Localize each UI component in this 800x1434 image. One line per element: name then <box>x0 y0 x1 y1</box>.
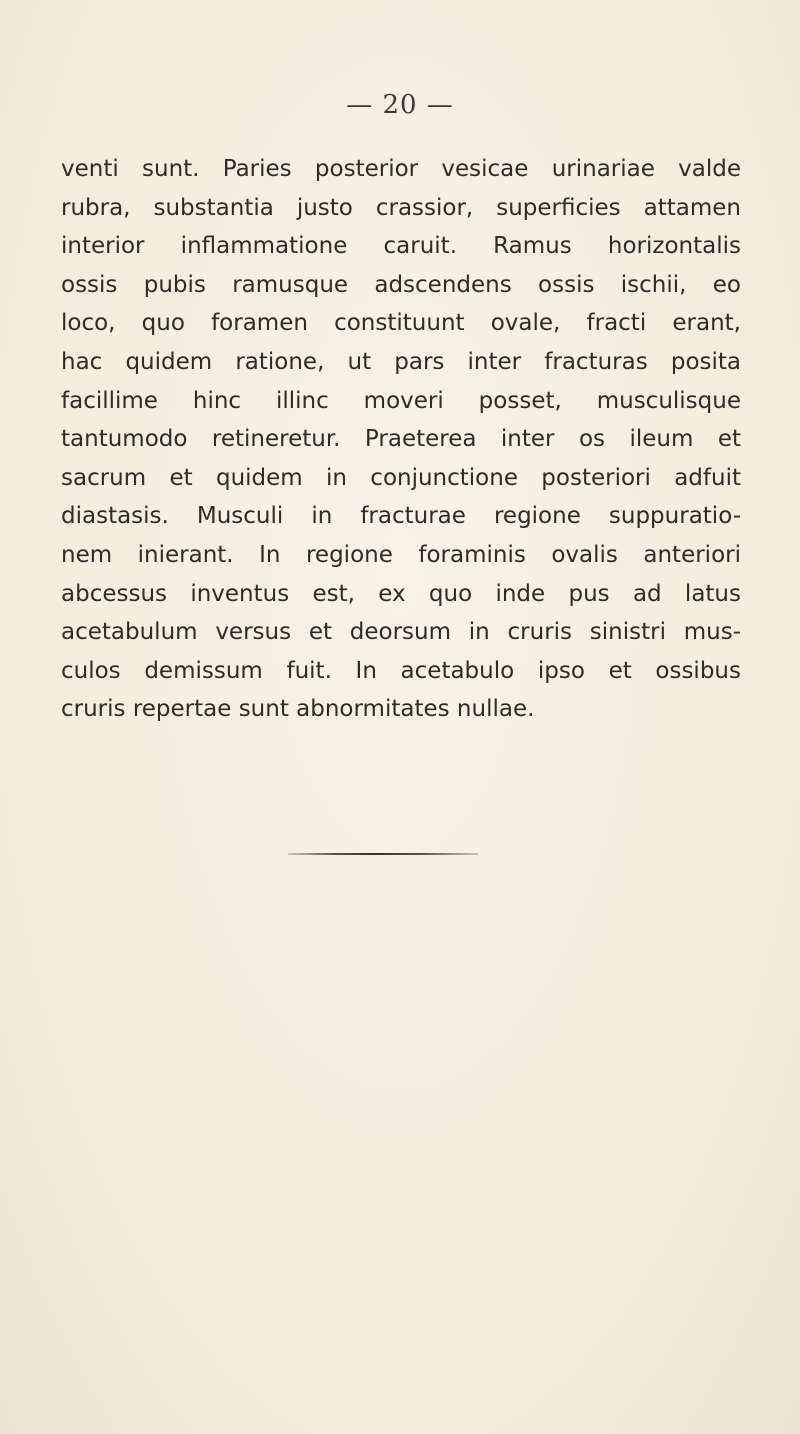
text-line: culos demissum fuit. In acetabulo ipso et ossibus <box>61 657 741 684</box>
text-line: diastasis. Musculi in fracturae regione suppuratio- <box>61 503 741 530</box>
section-divider-rule <box>288 853 478 855</box>
text-line: acetabulum versus et deorsum in cruris sinistri mus- <box>61 619 741 646</box>
text-line: tantumodo retineretur. Praeterea inter os ileum et <box>61 426 741 453</box>
text-line: facillime hinc illinc moveri posset, musculisque <box>61 387 741 414</box>
text-line: sacrum et quidem in conjunctione posteriori adfuit <box>61 464 741 491</box>
text-line: rubra, substantia justo crassior, superficies attamen <box>61 194 741 221</box>
text-line: interior inflammatione caruit. Ramus horizontalis <box>61 233 741 260</box>
body-text <box>61 150 741 729</box>
text-line: abcessus inventus est, ex quo inde pus ad latus <box>61 580 741 607</box>
text-line: ossis pubis ramusque adscendens ossis ischii, eo <box>61 271 741 298</box>
text-line: cruris repertae sunt abnormitates nullae. <box>61 696 535 723</box>
page-number: — 20 — <box>346 90 454 120</box>
text-line: hac quidem ratione, ut pars inter fracturas posita <box>61 348 741 375</box>
text-line: loco, quo foramen constituunt ovale, fracti erant, <box>61 310 741 337</box>
text-line: nem inierant. In regione foraminis ovalis anteriori <box>61 541 741 568</box>
text-line: venti sunt. Paries posterior vesicae urinariae valde <box>61 156 741 182</box>
